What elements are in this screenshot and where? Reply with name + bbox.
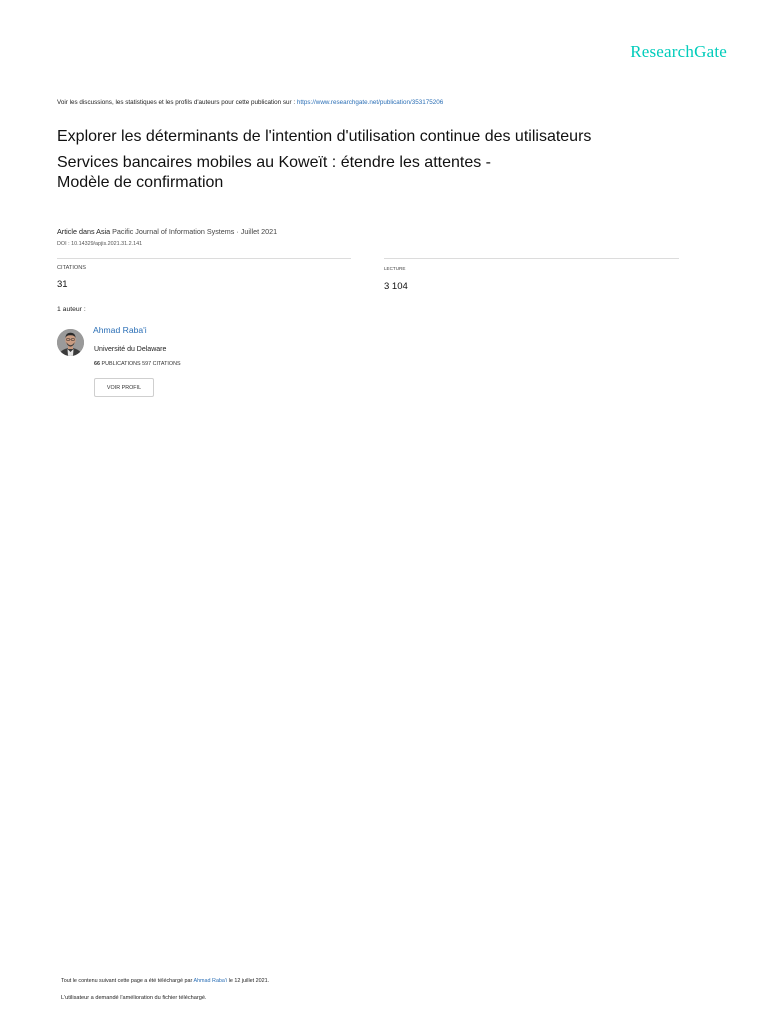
journal-info: Pacific Journal of Information Systems · Juillet 2021 [110,227,278,236]
view-profile-button[interactable]: VOIR PROFIL [94,378,154,397]
doi: DOI : 10.14329/apjis.2021.31.2.141 [57,241,143,247]
citations-label: CITATIONS [57,265,87,271]
upload-date: le 12 juillet 2021. [227,978,270,984]
uploader-link[interactable]: Ahmad Raba'i [193,978,228,984]
author-avatar[interactable] [57,329,84,356]
enhancement-notice: L'utilisateur a demandé l'amélioration du fichier téléchargé. [61,995,207,1001]
notice-text: Voir les discussions, les statistiques et les profils d'auteurs pour cette publication sur : [57,99,297,106]
publication-title [57,127,717,193]
citations-count: 31 [57,279,68,290]
publication-notice [57,99,443,106]
upload-prefix: Tout le contenu suivant cette page a été téléchargé par [61,978,194,984]
author-count: 1 auteur : [57,306,86,313]
article-type: Article dans Asia [57,227,111,236]
reads-label: LECTURE [384,266,406,271]
publication-link[interactable]: https://www.researchgate.net/publication/353175206 [296,99,444,106]
title-line-2: Services bancaires mobiles au Koweït : étendre les attentes - [57,154,491,171]
author-institution: Université du Delaware [94,346,167,353]
title-line-1: Explorer les déterminants de l'intention d'utilisation continue des utilisateurs [57,128,592,145]
author-name-link[interactable]: Ahmad Raba'i [93,325,147,335]
reads-count: 3 104 [384,281,408,292]
avatar-photo [57,329,84,356]
publications-citations-text: PUBLICATIONS 597 CITATIONS [100,361,181,367]
upload-notice [61,978,269,984]
researchgate-logo[interactable]: ResearchGate [630,42,727,61]
article-source [57,227,277,236]
title-line-3: Modèle de confirmation [57,174,224,191]
author-stats [94,361,181,367]
divider-citations [57,258,351,259]
divider-lecture [384,258,679,259]
publications-count: 66 [94,361,100,367]
